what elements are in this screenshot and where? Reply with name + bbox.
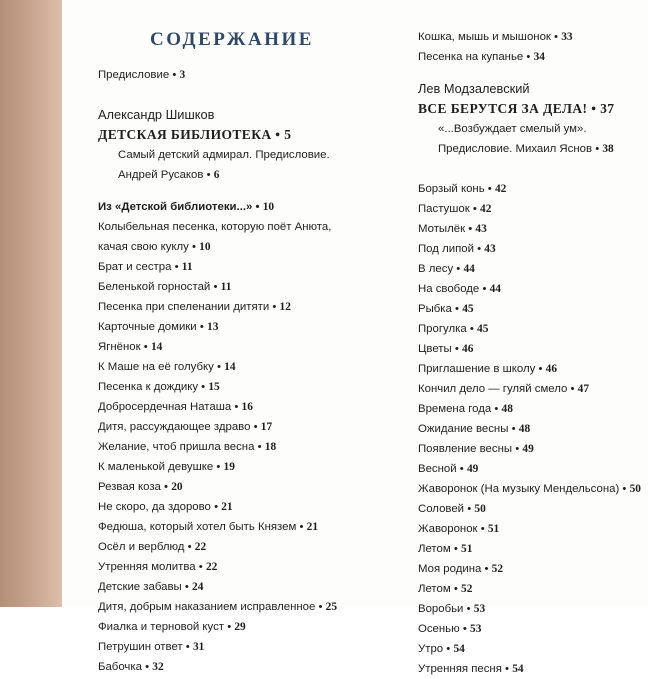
toc-separator: • [315, 601, 326, 613]
toc-book-detskaya-biblioteka[interactable] [98, 125, 337, 145]
toc-left-entry-list [98, 257, 337, 677]
toc-entry-title: Песенка при спеленании дитяти [98, 301, 270, 313]
toc-entry[interactable] [418, 439, 641, 459]
toc-entry-title: Дитя, добрым наказанием исправленное [98, 601, 316, 613]
toc-entry[interactable] [418, 239, 641, 259]
toc-entry-title: Рыбка [418, 303, 452, 315]
toc-entry[interactable] [98, 557, 337, 577]
toc-entry[interactable] [418, 539, 641, 559]
toc-entry-preface[interactable] [98, 65, 337, 85]
toc-entry[interactable] [98, 497, 337, 517]
toc-page-number: 42 [480, 203, 492, 215]
toc-entry-title: Соловей [418, 503, 465, 515]
toc-right-entry-list [418, 179, 641, 679]
toc-page-number: 5 [284, 127, 292, 142]
toc-entry[interactable] [418, 279, 641, 299]
toc-entry-title-line1: Колыбельная песенка, которую поёт Анюта, [98, 221, 332, 233]
toc-separator: • [443, 643, 454, 655]
toc-page-number: 15 [208, 381, 220, 393]
toc-page-number: 22 [205, 561, 218, 573]
toc-page-number: 44 [463, 263, 475, 275]
toc-page-number: 38 [602, 143, 614, 155]
toc-entry[interactable] [418, 419, 641, 439]
toc-entry[interactable] [418, 219, 641, 239]
toc-separator: • [184, 541, 195, 553]
toc-page-number: 45 [477, 323, 489, 335]
toc-entry-title: Резвая коза [98, 481, 161, 493]
toc-separator: • [512, 443, 523, 455]
toc-entry[interactable] [98, 397, 337, 417]
toc-separator: • [141, 661, 153, 673]
toc-book-title: ДЕТСКАЯ БИБЛИОТЕКА [98, 127, 272, 142]
toc-page-number: 44 [489, 283, 501, 295]
toc-separator: • [535, 363, 546, 375]
toc-entry-title: Воробьи [418, 603, 464, 615]
toc-page-number: 34 [533, 51, 545, 63]
toc-separator: • [484, 183, 495, 195]
toc-entry-title-line2: Предисловие. Михаил Яснов [438, 143, 593, 155]
toc-page-number: 10 [199, 241, 211, 253]
toc-separator: • [477, 523, 488, 535]
toc-separator: • [491, 403, 502, 415]
toc-entry[interactable] [418, 619, 641, 639]
toc-entry[interactable] [418, 639, 641, 659]
toc-entry[interactable] [98, 417, 337, 437]
toc-entry-title-line2: качая свою куклу [98, 241, 189, 253]
toc-entry-title: Федюша, который хотел быть Князем [98, 521, 297, 533]
toc-separator: • [523, 51, 534, 63]
toc-entry-title-line1: «...Возбуждает смелый ум». [438, 123, 587, 135]
toc-author-shishkov: Александр Шишков [98, 107, 215, 122]
toc-entry-title: Приглашение в школу [418, 363, 536, 375]
toc-page-number: 3 [179, 69, 186, 81]
toc-page-number: 50 [474, 503, 486, 515]
toc-page-number: 51 [461, 543, 473, 555]
toc-entry-title: Летом [418, 583, 451, 595]
toc-entry[interactable] [98, 597, 337, 617]
toc-entry-title: В лесу [418, 263, 454, 275]
toc-page-number: 54 [453, 643, 465, 655]
toc-entry-title: Мотылёк [418, 223, 466, 235]
toc-entry-title: Утренняя молитва [98, 561, 196, 573]
toc-entry[interactable] [418, 479, 641, 499]
toc-separator: • [250, 421, 261, 433]
toc-separator: • [181, 581, 193, 593]
toc-separator: • [466, 323, 477, 335]
toc-entry[interactable] [418, 339, 641, 359]
toc-entry-title: Брат и сестра [98, 261, 172, 273]
toc-page-number: 10 [262, 201, 275, 213]
toc-page-number: 43 [475, 223, 487, 235]
toc-separator: • [224, 621, 235, 633]
toc-entry-title: Прогулка [418, 323, 467, 335]
toc-separator: • [195, 561, 206, 573]
toc-entry[interactable] [418, 27, 641, 47]
toc-separator: • [587, 101, 601, 116]
toc-separator: • [203, 169, 214, 181]
toc-entry-title: Фиалка и терновой куст [98, 621, 225, 633]
toc-entry-title: Ожидание весны [418, 423, 509, 435]
toc-page-number: 52 [461, 583, 473, 595]
toc-entry-title: К Маше на её голубку [98, 361, 214, 373]
toc-entry[interactable] [418, 379, 641, 399]
toc-page-number: 54 [512, 663, 524, 675]
toc-separator: • [231, 401, 242, 413]
toc-page-number: 49 [466, 463, 479, 475]
toc-entry[interactable] [98, 457, 337, 477]
toc-separator: • [213, 461, 224, 473]
toc-page-number: 43 [484, 243, 496, 255]
toc-entry-title: Утренняя песня [418, 663, 502, 675]
toc-page-number: 48 [501, 403, 513, 415]
toc-page-number: 29 [234, 621, 246, 633]
toc-entry[interactable] [418, 399, 641, 419]
toc-section-title: Из «Детской библиотеки...» [98, 201, 253, 213]
toc-entry[interactable] [98, 317, 337, 337]
toc-separator: • [196, 321, 207, 333]
toc-page-number: 25 [325, 601, 338, 613]
toc-separator: • [592, 143, 603, 155]
toc-entry[interactable] [98, 337, 337, 357]
toc-page-number: 18 [264, 441, 277, 453]
toc-entry[interactable] [418, 579, 641, 599]
toc-page-number: 22 [194, 541, 207, 553]
toc-separator: • [182, 641, 193, 653]
toc-entry[interactable] [418, 179, 641, 199]
toc-separator: • [459, 623, 470, 635]
toc-entry[interactable] [98, 637, 337, 657]
toc-entry-title: Осёл и верблюд [98, 541, 185, 553]
toc-separator: • [550, 31, 562, 43]
toc-page-number: 14 [150, 341, 163, 353]
toc-page-number: 12 [279, 301, 291, 313]
toc-entry[interactable] [98, 257, 337, 277]
toc-page-number: 24 [192, 581, 204, 593]
toc-entry-title: Петрушин ответ [98, 641, 183, 653]
toc-entry-title: Предисловие [98, 69, 170, 81]
toc-separator: • [463, 603, 474, 615]
toc-entry[interactable] [98, 437, 337, 457]
toc-page-number: 42 [494, 183, 507, 195]
toc-page-number: 37 [600, 101, 615, 116]
toc-entry-title: Летом [418, 543, 451, 555]
toc-entry-title: Борзый конь [418, 183, 485, 195]
toc-page-number: 49 [522, 443, 534, 455]
toc-entry-title: Жаворонок [418, 523, 478, 535]
toc-separator: • [252, 201, 263, 213]
toc-entry[interactable] [418, 47, 641, 67]
toc-separator: • [140, 341, 151, 353]
toc-entry-title: Пастушок [418, 203, 470, 215]
toc-left-column [98, 65, 337, 677]
toc-separator: • [456, 463, 467, 475]
toc-separator: • [465, 223, 476, 235]
toc-entry-title: Под липой [418, 243, 474, 255]
toc-entry-title: Желание, чтоб пришла весна [98, 441, 255, 453]
toc-separator: • [479, 283, 490, 295]
toc-entry-intro-rusakov[interactable] [98, 145, 337, 185]
toc-entry-title: Моя родина [418, 563, 482, 575]
toc-entry[interactable] [98, 517, 337, 537]
toc-entry-title: Детские забавы [98, 581, 182, 593]
toc-entry[interactable] [98, 297, 337, 317]
toc-entry-title: Беленькой горностай [98, 281, 211, 293]
toc-page-number: 21 [221, 501, 233, 513]
toc-entry[interactable] [418, 319, 641, 339]
toc-page-number: 14 [224, 361, 236, 373]
toc-entry-title: Времена года [418, 403, 492, 415]
toc-page-number: 21 [306, 521, 319, 533]
toc-separator: • [198, 381, 209, 393]
toc-entry-title: Весной [418, 463, 457, 475]
toc-entry[interactable] [418, 659, 641, 679]
toc-page-number: 53 [470, 623, 482, 635]
toc-page-number: 13 [207, 321, 219, 333]
toc-entry[interactable] [98, 577, 337, 597]
toc-page-number: 52 [491, 563, 504, 575]
toc-separator: • [450, 583, 462, 595]
toc-separator: • [501, 663, 513, 675]
toc-entry[interactable] [98, 477, 337, 497]
toc-entry[interactable] [98, 537, 337, 557]
toc-entry[interactable] [98, 617, 337, 637]
toc-entry-title: Утро [418, 643, 444, 655]
toc-page-number: 50 [629, 483, 641, 495]
toc-separator: • [469, 203, 481, 215]
toc-page-number: 16 [241, 401, 253, 413]
toc-separator: • [619, 483, 630, 495]
toc-separator: • [171, 261, 182, 273]
toc-separator: • [169, 69, 180, 81]
toc-entry-title: Карточные домики [98, 321, 197, 333]
page-title: СОДЕРЖАНИЕ [150, 29, 314, 50]
toc-entry-title: Бабочка [98, 661, 142, 673]
toc-separator: • [213, 361, 225, 373]
toc-entry[interactable] [98, 377, 337, 397]
toc-entry-title: Жаворонок (На музыку Мендельсона) [418, 483, 620, 495]
toc-page-number: 46 [545, 363, 558, 375]
toc-entry-title: Кошка, мышь и мышонок [418, 31, 551, 43]
toc-separator: • [464, 503, 475, 515]
toc-entry-title: Цветы [418, 343, 452, 355]
toc-entry-title: К маленькой девушке [98, 461, 214, 473]
toc-page-number: 48 [518, 423, 531, 435]
toc-page-number: 53 [473, 603, 486, 615]
toc-entry[interactable] [418, 199, 641, 219]
toc-author-modzalevsky: Лев Модзалевский [418, 81, 530, 96]
toc-entry[interactable] [418, 259, 641, 279]
toc-page-number: 46 [462, 343, 474, 355]
toc-book-vse-berutsya-za-dela[interactable] [418, 99, 641, 119]
toc-entry-title: Добросердечная Наташа [98, 401, 232, 413]
toc-entry[interactable] [418, 459, 641, 479]
toc-entry[interactable] [418, 499, 641, 519]
toc-entry[interactable] [418, 559, 641, 579]
toc-entry-title-line2: Андрей Русаков [118, 169, 204, 181]
toc-separator: • [508, 423, 519, 435]
toc-separator: • [453, 263, 464, 275]
toc-page-number: 11 [181, 261, 193, 273]
toc-page-number: 33 [561, 31, 573, 43]
toc-right-column [418, 27, 641, 679]
toc-page-number: 20 [171, 481, 183, 493]
book-spine-edge [0, 0, 62, 607]
toc-section-iz-detskoy-biblioteki[interactable] [98, 197, 337, 217]
toc-entry[interactable] [98, 357, 337, 377]
toc-page-number: 47 [577, 383, 590, 395]
toc-entry-lullaby[interactable] [98, 217, 337, 257]
toc-separator: • [160, 481, 172, 493]
toc-separator: • [296, 521, 307, 533]
toc-page-number: 19 [223, 461, 235, 473]
toc-entry-title: Песенка к дождику [98, 381, 199, 393]
toc-separator: • [210, 501, 222, 513]
toc-entry-title: Осенью [418, 623, 460, 635]
toc-page-number: 45 [462, 303, 474, 315]
toc-entry-title: Кончил дело — гуляй смело [418, 383, 568, 395]
toc-separator: • [210, 281, 221, 293]
toc-entry-title: Песенка на купанье [418, 51, 524, 63]
toc-page-number: 17 [260, 421, 273, 433]
toc-book-title: ВСЕ БЕРУТСЯ ЗА ДЕЛА! [418, 101, 588, 116]
toc-entry[interactable] [418, 599, 641, 619]
toc-entry-title: Появление весны [418, 443, 513, 455]
toc-entry-intro-yasnov[interactable] [418, 119, 641, 159]
toc-separator: • [271, 127, 285, 142]
toc-entry[interactable] [98, 277, 337, 297]
toc-entry[interactable] [418, 359, 641, 379]
toc-page-number: 6 [213, 169, 220, 181]
toc-separator: • [451, 303, 463, 315]
toc-right-top-entry-list [418, 27, 641, 67]
toc-separator: • [473, 243, 485, 255]
toc-entry[interactable] [418, 299, 641, 319]
toc-entry-title: Дитя, рассуждающее здраво [98, 421, 251, 433]
toc-entry[interactable] [418, 519, 641, 539]
toc-entry-title: Ягнёнок [98, 341, 141, 353]
toc-separator: • [481, 563, 492, 575]
toc-page-number: 11 [220, 281, 232, 293]
toc-separator: • [567, 383, 578, 395]
toc-entry-title: Не скоро, да здорово [98, 501, 211, 513]
toc-page-number: 31 [192, 641, 205, 653]
toc-separator: • [451, 343, 463, 355]
toc-page-number: 51 [487, 523, 500, 535]
toc-separator: • [254, 441, 265, 453]
toc-entry[interactable] [98, 657, 337, 677]
toc-separator: • [269, 301, 280, 313]
toc-separator: • [450, 543, 462, 555]
toc-entry-title-line1: Самый детский адмирал. Предисловие. [118, 149, 330, 161]
toc-separator: • [188, 241, 200, 253]
toc-entry-title: На свободе [418, 283, 480, 295]
toc-page-number: 32 [152, 661, 164, 673]
